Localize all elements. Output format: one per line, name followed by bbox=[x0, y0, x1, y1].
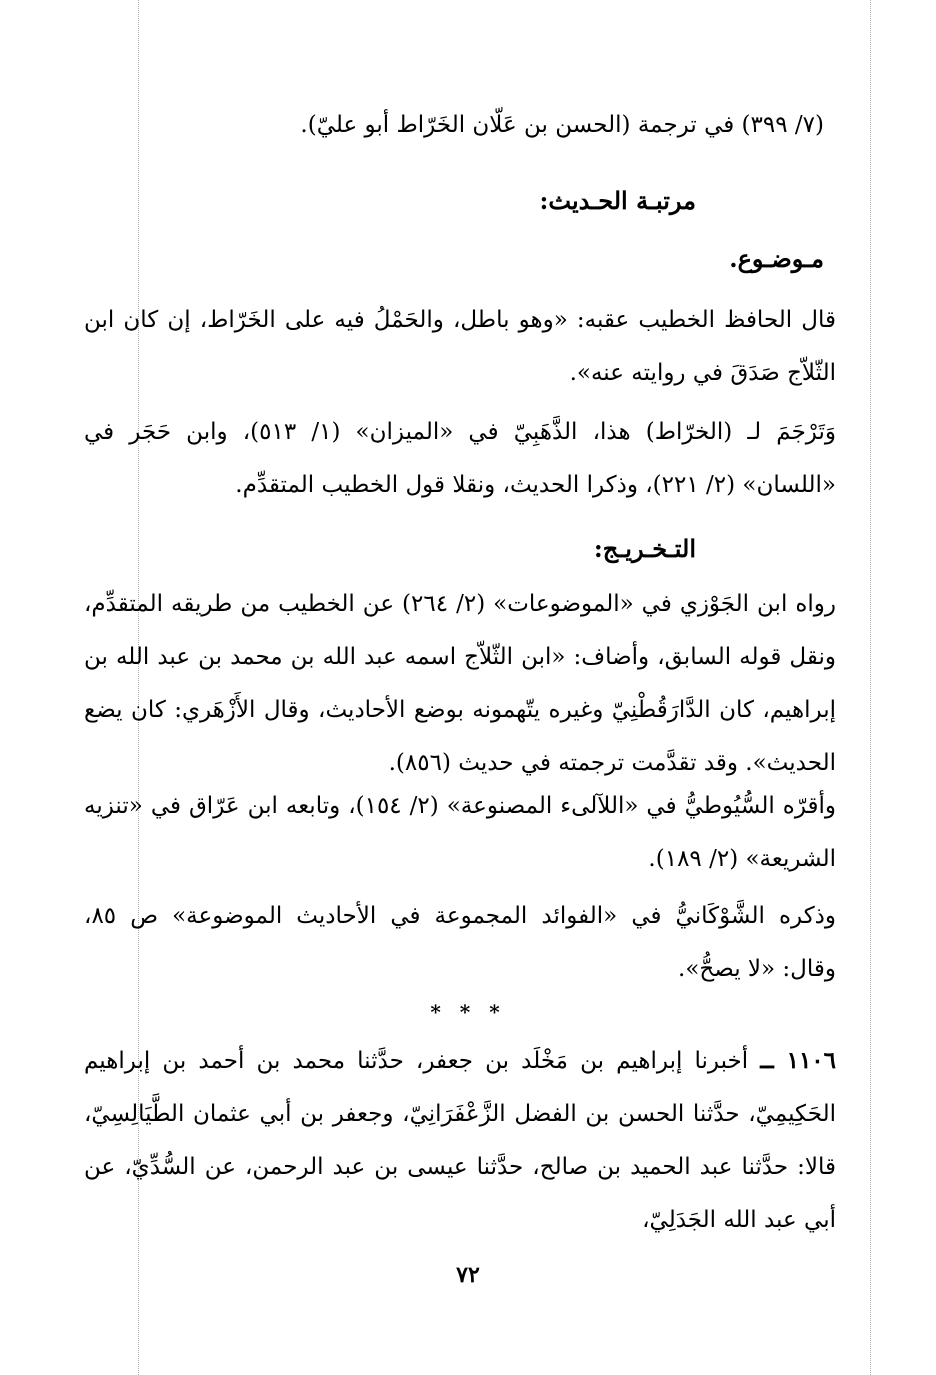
page-number: ٧٢ bbox=[456, 1262, 480, 1288]
reference-line: (٧/ ٣٩٩) في ترجمة (الحسن بن عَلّان الخَرّاط أبو عليّ). bbox=[300, 112, 824, 138]
suyuti-paragraph: وأقرّه السُّيُوطيُّ في «اللآلىء المصنوعة» (٢/ ١٥٤)، وتابعه ابن عَرّاق في «تنزيه الشريعة» (٢/ ١٨٩). bbox=[84, 793, 837, 872]
section-separator: * * * bbox=[430, 1000, 506, 1024]
shawkani-paragraph: وذكره الشَّوْكَانيُّ في «الفوائد المجموعة في الأحاديث الموضوعة» ص ٨٥، وقال: «لا يصحُّ». bbox=[84, 903, 836, 982]
tarjama-paragraph: وَتَرْجَمَ لـ (الخرّاط) هذا، الذَّهَبِيّ في «الميزان» (١/ ٥١٣)، وابن حَجَر في «اللسان» (٢/ ٢٢١)، وذكرا الحديث، ونقلا قول الخطيب المتقدِّم. bbox=[84, 419, 836, 498]
rank-heading: مرتبـة الحـديث: bbox=[539, 186, 696, 215]
hadith-number: ١١٠٦ ــ bbox=[760, 1047, 837, 1074]
jawzi-paragraph: رواه ابن الجَوْزي في «الموضوعات» (٢/ ٢٦٤) عن الخطيب من طريقه المتقدِّم، ونقل قوله السابق، وأضاف: «ابن الثّلاّج اسمه عبد الله بن محمد بن عبد الله بن إبراهيم، كان الدَّارَقُطْنِيّ وغيره يتّهمونه بوضع الأحاديث، وقال الأَزْهَري: كان يضع الحديث». وقد تقدَّمت ترجمته في حديث (٨٥٦). bbox=[84, 591, 836, 776]
takhrij-heading: التـخـريـج: bbox=[593, 534, 696, 563]
rank-value: مـوضـوع. bbox=[729, 244, 824, 273]
hadith-text: أخبرنا إبراهيم بن مَخْلَد بن جعفر، حدَّثنا محمد بن أحمد بن إبراهيم الحَكِيمِيّ، حدَّثنا الحسن بن الفضل الزَّعْفَرَانِيّ، وجعفر بن أبي عثمان الطَّيَالِسِيّ، قالا: حدَّثنا عبد الحميد بن صالح، حدَّثنا عيسى بن عبد الرحمن، عن السُّدِّيّ، عن أبي عبد الله الجَدَلِيّ، bbox=[84, 1048, 836, 1233]
hadith-paragraph bbox=[84, 1034, 836, 1247]
margin-guide-right bbox=[870, 0, 871, 1375]
khatib-paragraph: قال الحافظ الخطيب عقبه: «وهو باطل، والحَمْلُ فيه على الخَرّاط، إن كان ابن الثّلاّج صَدَقَ في روايته عنه». bbox=[84, 307, 836, 386]
